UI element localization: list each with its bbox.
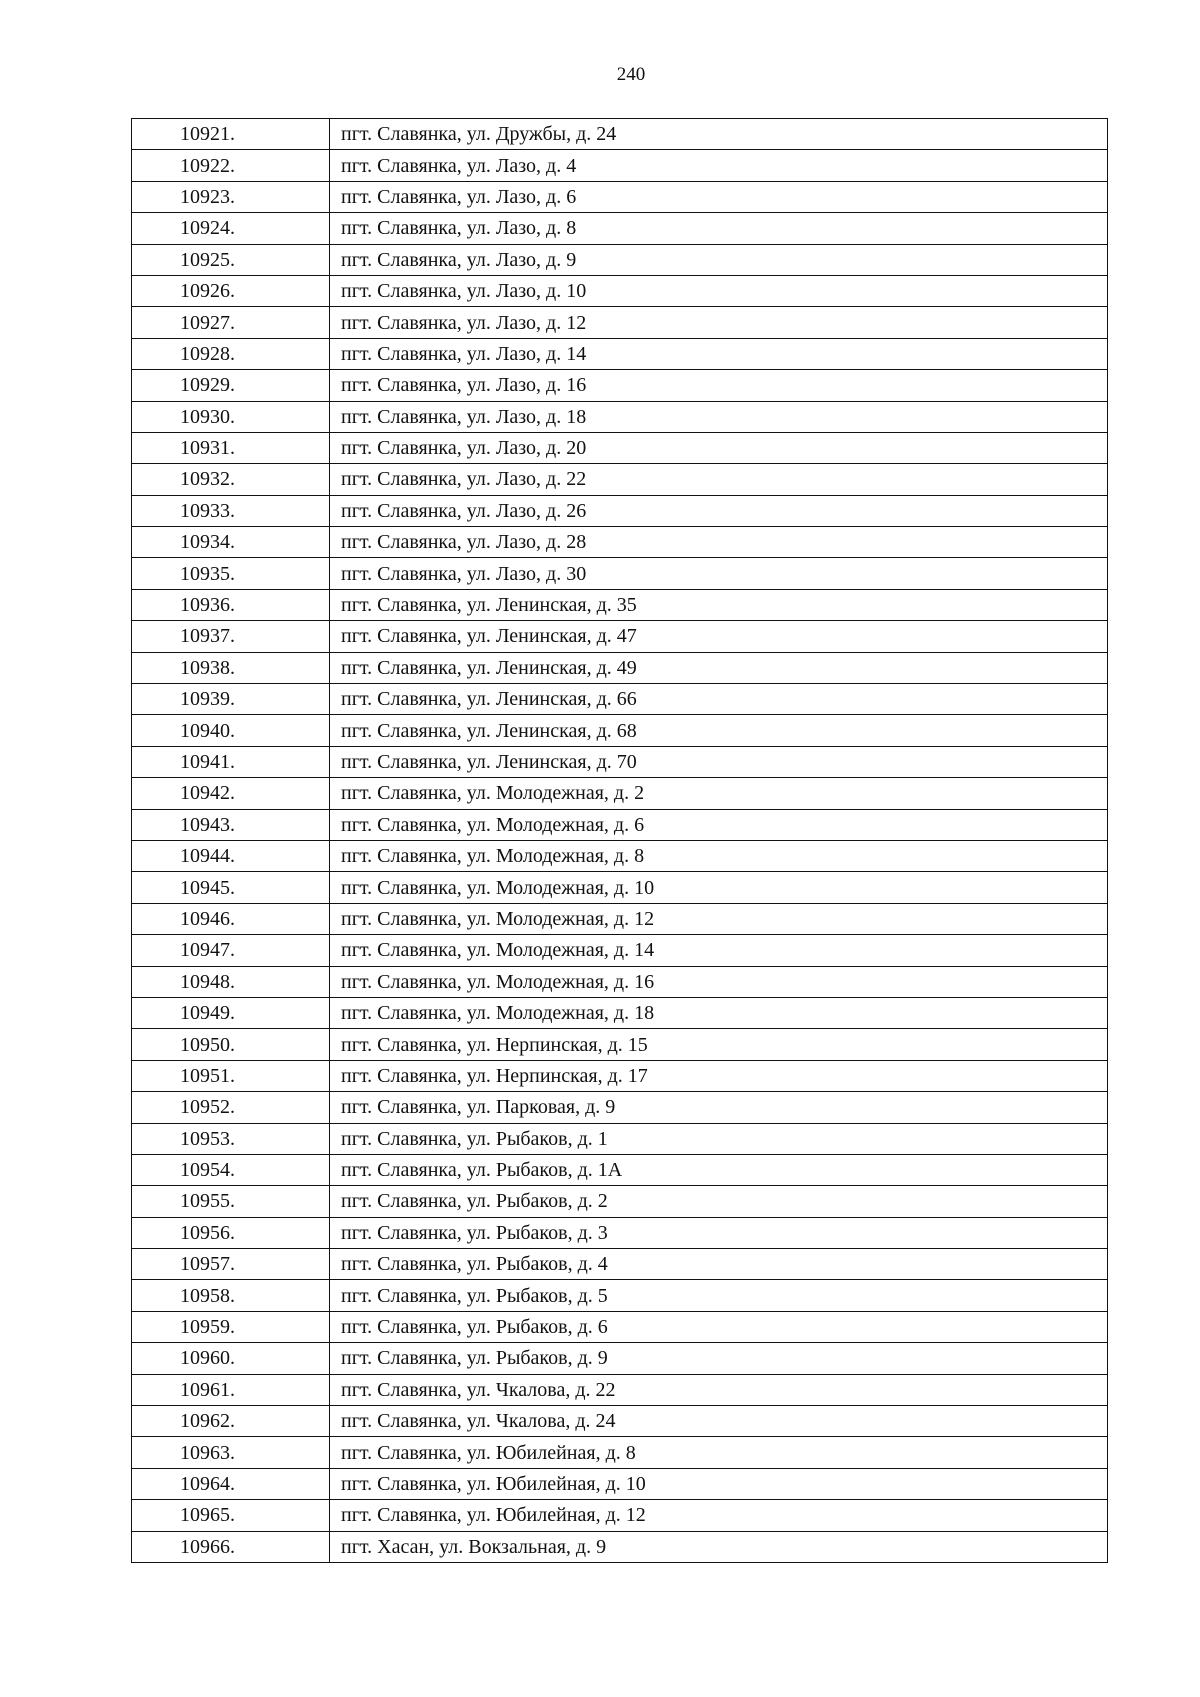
row-number-cell: 10924. — [132, 213, 330, 244]
row-number-cell: 10936. — [132, 589, 330, 620]
row-number-cell: 10947. — [132, 935, 330, 966]
address-cell: пгт. Славянка, ул. Ленинская, д. 47 — [330, 621, 1108, 652]
row-number-cell: 10959. — [132, 1311, 330, 1342]
row-number-cell: 10957. — [132, 1249, 330, 1280]
address-cell: пгт. Славянка, ул. Лазо, д. 26 — [330, 495, 1108, 526]
row-number-cell: 10966. — [132, 1531, 330, 1562]
address-cell: пгт. Славянка, ул. Молодежная, д. 8 — [330, 840, 1108, 871]
table-row — [132, 370, 1108, 401]
table-row — [132, 997, 1108, 1028]
row-number-cell: 10961. — [132, 1374, 330, 1405]
table-row — [132, 307, 1108, 338]
row-number-cell: 10944. — [132, 840, 330, 871]
row-number-cell: 10956. — [132, 1217, 330, 1248]
row-number-cell: 10958. — [132, 1280, 330, 1311]
table-row — [132, 746, 1108, 777]
table-row — [132, 715, 1108, 746]
row-number-cell: 10928. — [132, 338, 330, 369]
row-number-cell: 10964. — [132, 1468, 330, 1499]
row-number-cell: 10940. — [132, 715, 330, 746]
address-cell: пгт. Славянка, ул. Лазо, д. 4 — [330, 150, 1108, 181]
table-row — [132, 840, 1108, 871]
address-cell: пгт. Славянка, ул. Лазо, д. 16 — [330, 370, 1108, 401]
address-cell: пгт. Славянка, ул. Ленинская, д. 70 — [330, 746, 1108, 777]
address-cell: пгт. Славянка, ул. Лазо, д. 18 — [330, 401, 1108, 432]
address-table-body — [132, 119, 1108, 1563]
row-number-cell: 10932. — [132, 464, 330, 495]
row-number-cell: 10939. — [132, 684, 330, 715]
table-row — [132, 558, 1108, 589]
address-cell: пгт. Славянка, ул. Юбилейная, д. 10 — [330, 1468, 1108, 1499]
row-number-cell: 10923. — [132, 181, 330, 212]
table-row — [132, 401, 1108, 432]
address-cell: пгт. Славянка, ул. Молодежная, д. 18 — [330, 997, 1108, 1028]
table-row — [132, 1154, 1108, 1185]
row-number-cell: 10954. — [132, 1154, 330, 1185]
table-row — [132, 150, 1108, 181]
address-cell: пгт. Славянка, ул. Нерпинская, д. 15 — [330, 1029, 1108, 1060]
table-row — [132, 903, 1108, 934]
address-cell: пгт. Славянка, ул. Рыбаков, д. 2 — [330, 1186, 1108, 1217]
table-row — [132, 1217, 1108, 1248]
address-cell: пгт. Славянка, ул. Ленинская, д. 35 — [330, 589, 1108, 620]
address-cell: пгт. Славянка, ул. Юбилейная, д. 8 — [330, 1437, 1108, 1468]
row-number-cell: 10925. — [132, 244, 330, 275]
address-cell: пгт. Славянка, ул. Парковая, д. 9 — [330, 1092, 1108, 1123]
address-cell: пгт. Славянка, ул. Юбилейная, д. 12 — [330, 1500, 1108, 1531]
address-cell: пгт. Славянка, ул. Лазо, д. 20 — [330, 432, 1108, 463]
address-cell: пгт. Славянка, ул. Лазо, д. 30 — [330, 558, 1108, 589]
row-number-cell: 10937. — [132, 621, 330, 652]
row-number-cell: 10922. — [132, 150, 330, 181]
address-cell: пгт. Славянка, ул. Молодежная, д. 14 — [330, 935, 1108, 966]
table-row — [132, 1437, 1108, 1468]
row-number-cell: 10938. — [132, 652, 330, 683]
row-number-cell: 10946. — [132, 903, 330, 934]
address-cell: пгт. Славянка, ул. Лазо, д. 28 — [330, 527, 1108, 558]
address-cell: пгт. Славянка, ул. Молодежная, д. 12 — [330, 903, 1108, 934]
row-number-cell: 10921. — [132, 119, 330, 150]
address-cell: пгт. Славянка, ул. Молодежная, д. 2 — [330, 778, 1108, 809]
row-number-cell: 10930. — [132, 401, 330, 432]
address-cell: пгт. Славянка, ул. Рыбаков, д. 5 — [330, 1280, 1108, 1311]
address-cell: пгт. Славянка, ул. Ленинская, д. 49 — [330, 652, 1108, 683]
table-row — [132, 872, 1108, 903]
table-row — [132, 684, 1108, 715]
table-row — [132, 621, 1108, 652]
address-cell: пгт. Славянка, ул. Лазо, д. 14 — [330, 338, 1108, 369]
table-row — [132, 1029, 1108, 1060]
table-row — [132, 338, 1108, 369]
table-row — [132, 778, 1108, 809]
table-row — [132, 1092, 1108, 1123]
table-row — [132, 244, 1108, 275]
row-number-cell: 10952. — [132, 1092, 330, 1123]
row-number-cell: 10926. — [132, 275, 330, 306]
table-row — [132, 589, 1108, 620]
address-cell: пгт. Славянка, ул. Лазо, д. 22 — [330, 464, 1108, 495]
address-cell: пгт. Славянка, ул. Молодежная, д. 16 — [330, 966, 1108, 997]
table-row — [132, 495, 1108, 526]
table-row — [132, 1531, 1108, 1562]
address-cell: пгт. Славянка, ул. Молодежная, д. 10 — [330, 872, 1108, 903]
address-cell: пгт. Славянка, ул. Дружбы, д. 24 — [330, 119, 1108, 150]
address-cell: пгт. Славянка, ул. Лазо, д. 9 — [330, 244, 1108, 275]
row-number-cell: 10963. — [132, 1437, 330, 1468]
table-row — [132, 1060, 1108, 1091]
address-cell: пгт. Хасан, ул. Вокзальная, д. 9 — [330, 1531, 1108, 1562]
row-number-cell: 10941. — [132, 746, 330, 777]
table-row — [132, 275, 1108, 306]
row-number-cell: 10960. — [132, 1343, 330, 1374]
table-row — [132, 432, 1108, 463]
address-cell: пгт. Славянка, ул. Рыбаков, д. 9 — [330, 1343, 1108, 1374]
row-number-cell: 10942. — [132, 778, 330, 809]
row-number-cell: 10945. — [132, 872, 330, 903]
address-cell: пгт. Славянка, ул. Ленинская, д. 68 — [330, 715, 1108, 746]
table-row — [132, 1186, 1108, 1217]
table-row — [132, 1280, 1108, 1311]
row-number-cell: 10951. — [132, 1060, 330, 1091]
address-cell: пгт. Славянка, ул. Рыбаков, д. 1 — [330, 1123, 1108, 1154]
row-number-cell: 10934. — [132, 527, 330, 558]
address-cell: пгт. Славянка, ул. Ленинская, д. 66 — [330, 684, 1108, 715]
table-row — [132, 1468, 1108, 1499]
address-cell: пгт. Славянка, ул. Рыбаков, д. 3 — [330, 1217, 1108, 1248]
table-row — [132, 935, 1108, 966]
row-number-cell: 10933. — [132, 495, 330, 526]
table-row — [132, 1123, 1108, 1154]
address-cell: пгт. Славянка, ул. Чкалова, д. 24 — [330, 1406, 1108, 1437]
row-number-cell: 10962. — [132, 1406, 330, 1437]
address-cell: пгт. Славянка, ул. Молодежная, д. 6 — [330, 809, 1108, 840]
row-number-cell: 10949. — [132, 997, 330, 1028]
row-number-cell: 10935. — [132, 558, 330, 589]
address-cell: пгт. Славянка, ул. Лазо, д. 10 — [330, 275, 1108, 306]
table-row — [132, 809, 1108, 840]
table-row — [132, 1406, 1108, 1437]
row-number-cell: 10927. — [132, 307, 330, 338]
page-number: 240 — [616, 64, 646, 85]
row-number-cell: 10948. — [132, 966, 330, 997]
table-row — [132, 966, 1108, 997]
row-number-cell: 10929. — [132, 370, 330, 401]
table-row — [132, 1249, 1108, 1280]
table-row — [132, 527, 1108, 558]
row-number-cell: 10965. — [132, 1500, 330, 1531]
table-row — [132, 181, 1108, 212]
table-row — [132, 1374, 1108, 1405]
row-number-cell: 10943. — [132, 809, 330, 840]
table-row — [132, 1500, 1108, 1531]
table-row — [132, 464, 1108, 495]
address-cell: пгт. Славянка, ул. Чкалова, д. 22 — [330, 1374, 1108, 1405]
table-row — [132, 119, 1108, 150]
address-table — [131, 118, 1108, 1563]
row-number-cell: 10931. — [132, 432, 330, 463]
address-cell: пгт. Славянка, ул. Рыбаков, д. 4 — [330, 1249, 1108, 1280]
table-row — [132, 1311, 1108, 1342]
row-number-cell: 10953. — [132, 1123, 330, 1154]
address-cell: пгт. Славянка, ул. Лазо, д. 6 — [330, 181, 1108, 212]
row-number-cell: 10950. — [132, 1029, 330, 1060]
row-number-cell: 10955. — [132, 1186, 330, 1217]
address-cell: пгт. Славянка, ул. Лазо, д. 12 — [330, 307, 1108, 338]
address-cell: пгт. Славянка, ул. Нерпинская, д. 17 — [330, 1060, 1108, 1091]
table-row — [132, 652, 1108, 683]
address-table-container — [131, 118, 1107, 1563]
table-row — [132, 213, 1108, 244]
address-cell: пгт. Славянка, ул. Рыбаков, д. 1А — [330, 1154, 1108, 1185]
table-row — [132, 1343, 1108, 1374]
address-cell: пгт. Славянка, ул. Рыбаков, д. 6 — [330, 1311, 1108, 1342]
address-cell: пгт. Славянка, ул. Лазо, д. 8 — [330, 213, 1108, 244]
